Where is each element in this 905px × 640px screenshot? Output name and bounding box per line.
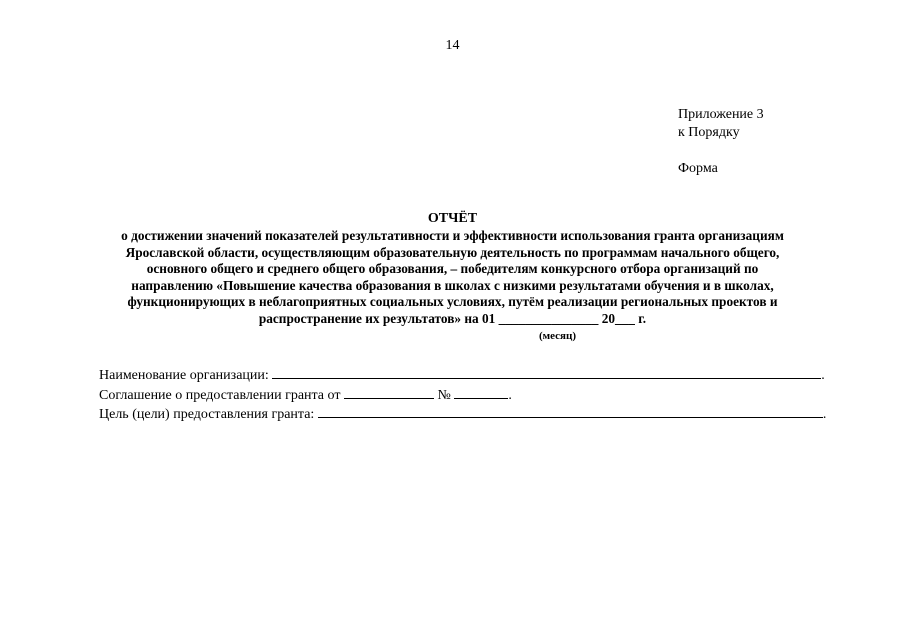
agreement-number-sign: № xyxy=(437,387,451,403)
purpose-field-row xyxy=(99,405,826,425)
purpose-blank[interactable] xyxy=(318,405,823,418)
organization-name-blank[interactable] xyxy=(272,366,821,379)
agreement-field-row xyxy=(99,386,826,406)
purpose-label: Цель (цели) предоставления гранта: xyxy=(99,407,315,422)
organization-field-row xyxy=(99,366,826,386)
appendix-header xyxy=(678,106,764,142)
purpose-end-mark: . xyxy=(822,407,827,422)
agreement-date-blank[interactable] xyxy=(344,386,434,399)
report-subtitle-line: основного общего и среднего общего образования, – победителям конкурсного отбора организаций по xyxy=(146,261,759,276)
page-number: 14 xyxy=(445,38,460,53)
report-subtitle-line: о достижении значений показателей результативности и эффективности использования гранта организациям xyxy=(121,228,784,243)
appendix-line-1: Приложение 3 xyxy=(678,107,764,122)
month-caption: (месяц) xyxy=(539,330,577,342)
report-subtitle-line: направлению «Повышение качества образования в школах с низкими результатами обучения и в школах, xyxy=(131,277,774,293)
form-fields xyxy=(99,366,826,425)
report-title: ОТЧЁТ xyxy=(427,211,478,226)
agreement-number-blank[interactable] xyxy=(454,386,508,399)
organization-end-mark: . xyxy=(821,368,825,383)
organization-label: Наименование организации: xyxy=(99,368,269,383)
report-subtitle-line: функционирующих в неблагоприятных социальных условиях, путём реализации региональных проектов и xyxy=(127,294,778,309)
report-subtitle-line: распространение их результатов» на 01 _______________ 20___ г. xyxy=(258,310,647,326)
appendix-line-2: к Порядку xyxy=(678,125,740,140)
form-label: Форма xyxy=(678,161,718,176)
report-subtitle-line: Ярославской области, осуществляющим образовательную деятельность по программам начального общего, xyxy=(125,244,780,260)
agreement-label: Соглашение о предоставлении гранта от xyxy=(99,387,341,403)
agreement-end-mark: . xyxy=(508,387,512,403)
report-subtitle xyxy=(50,228,855,327)
